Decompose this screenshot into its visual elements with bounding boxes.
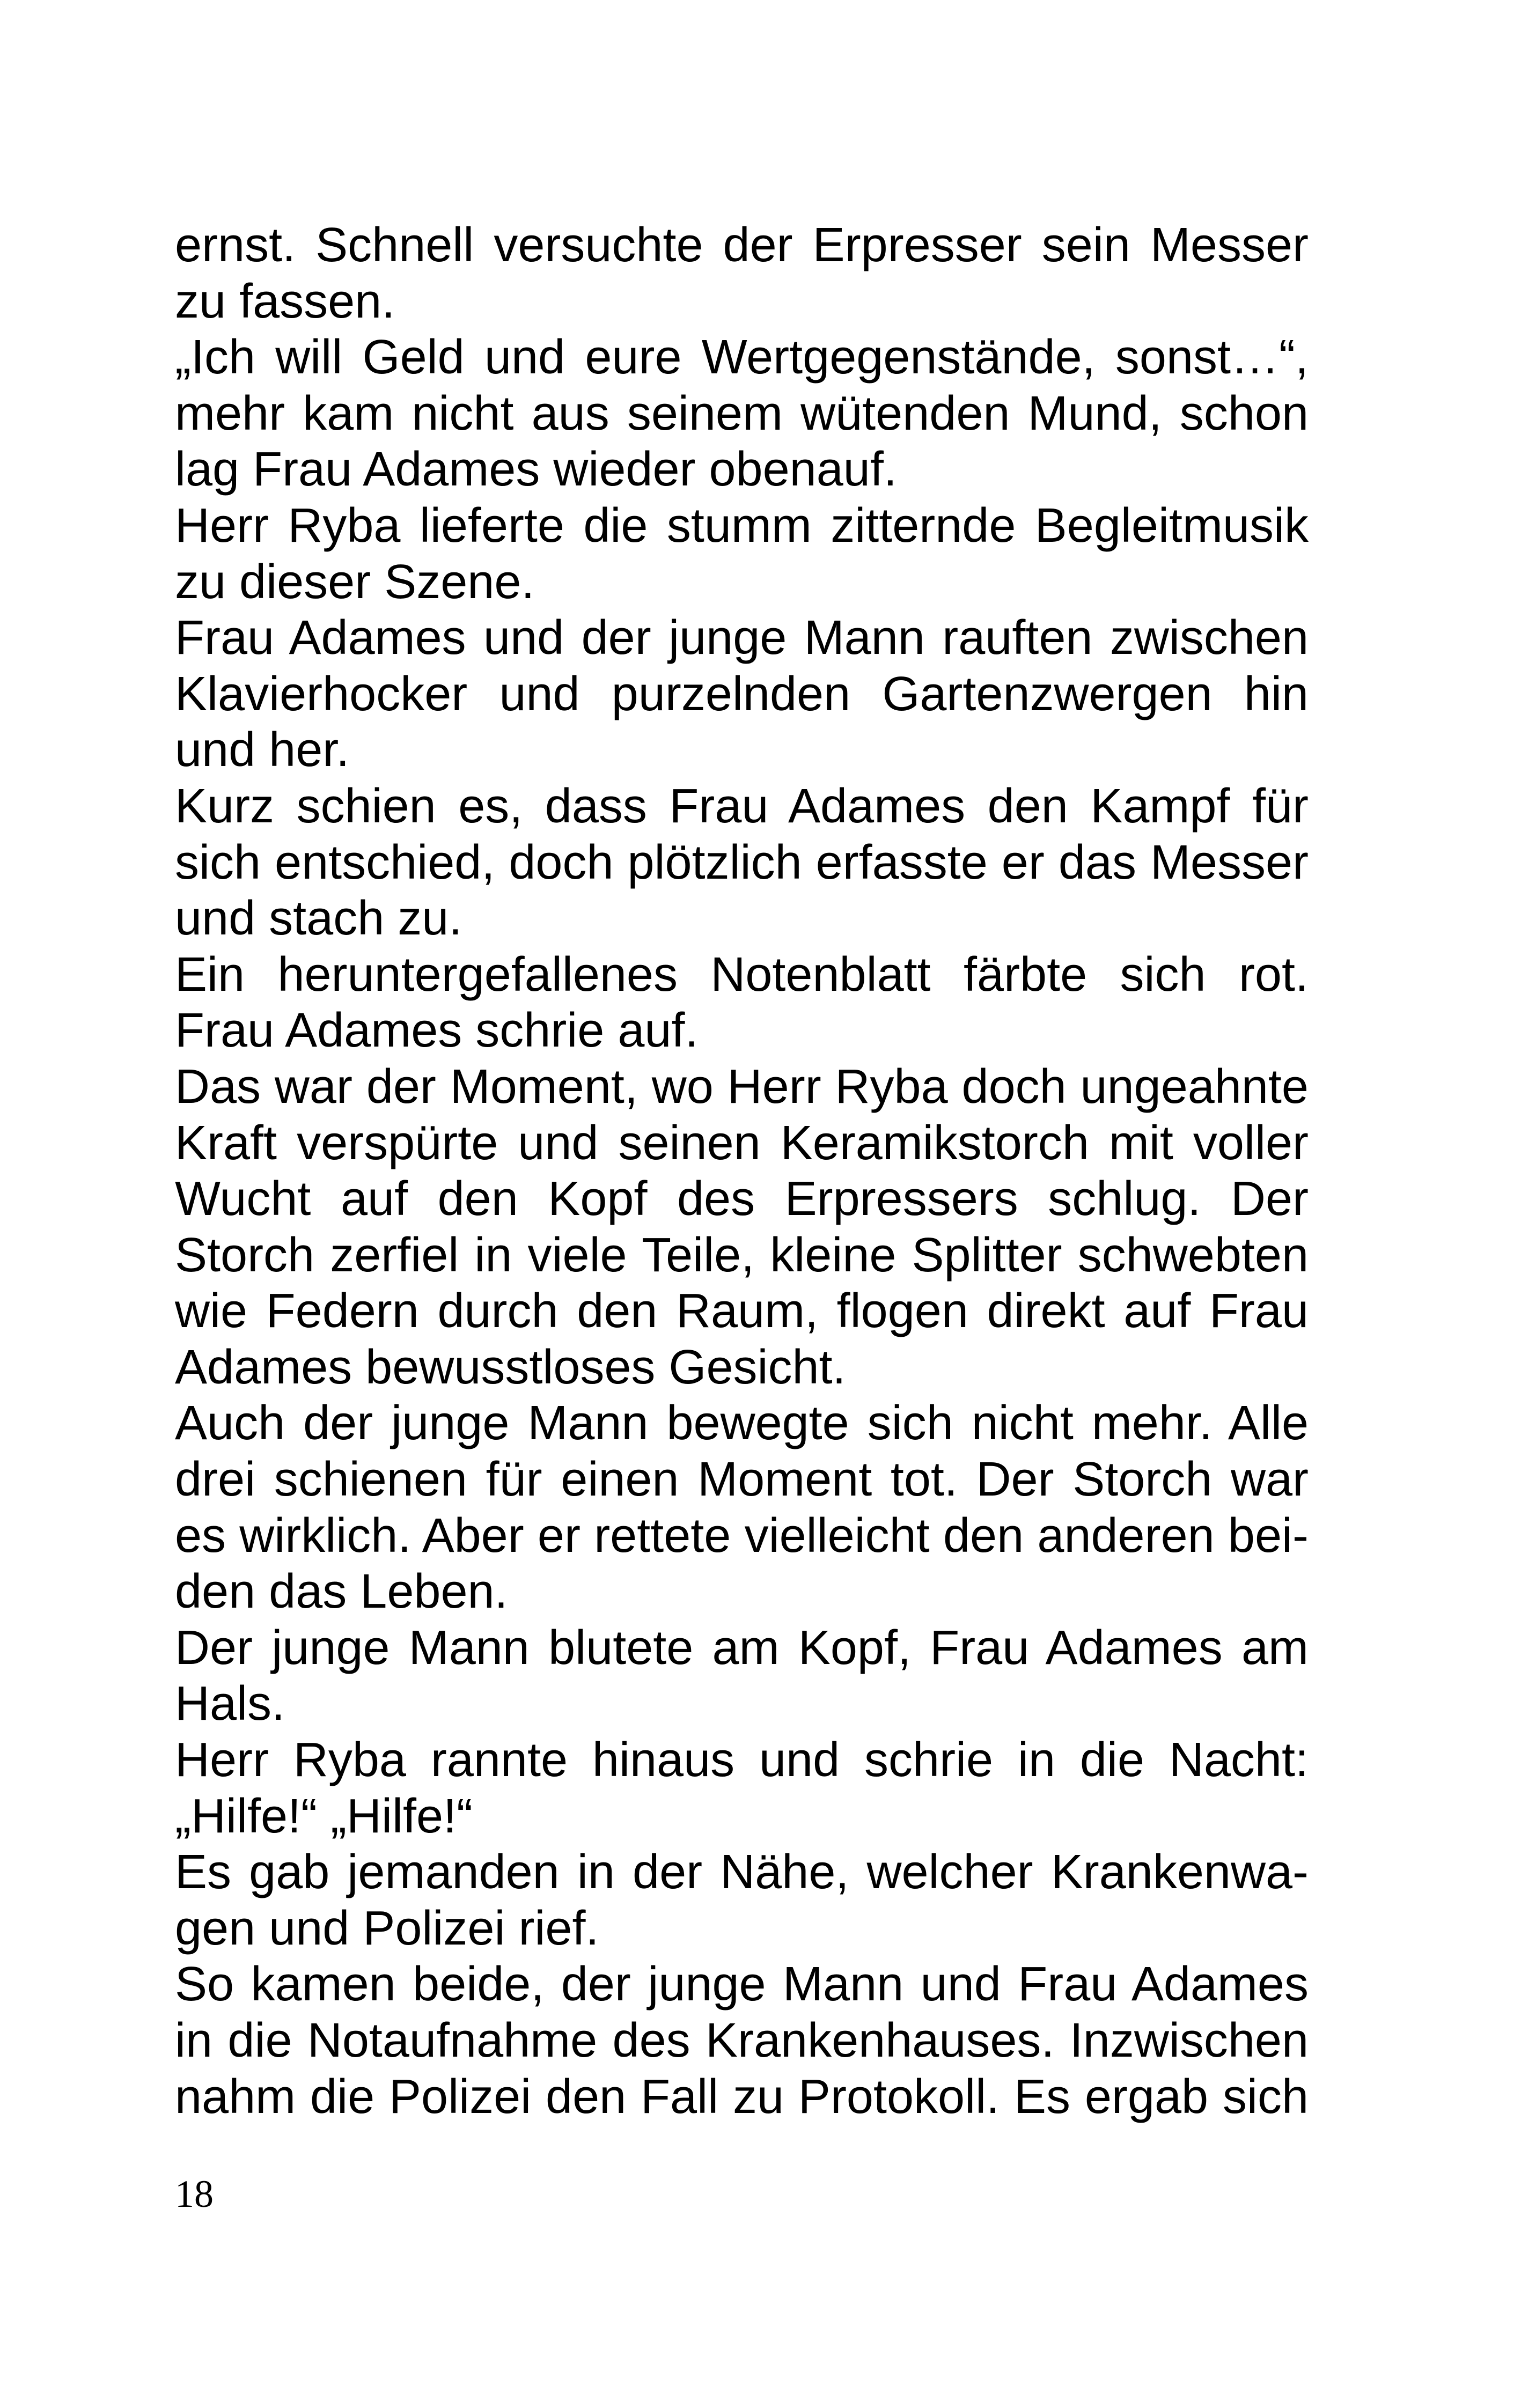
text-line: Wucht auf den Kopf des Erpressers schlug. Der (175, 1172, 1309, 1226)
text-line: gen und Polizei rief. (175, 1901, 599, 1955)
text-line: ernst. Schnell versuchte der Erpresser sein Messer (175, 218, 1309, 272)
text-line: wie Federn durch den Raum, flogen direkt auf Frau (175, 1284, 1309, 1338)
text-line: den das Leben. (175, 1565, 508, 1619)
page-number: 18 (175, 2173, 214, 2215)
body-text (175, 217, 1309, 2125)
text-line: sich entschied, doch plötzlich erfasste er das Messer (175, 835, 1309, 889)
text-line: Klavierhocker und purzelnden Gartenzwergen hin (175, 667, 1309, 721)
text-line: zu fassen. (175, 274, 395, 328)
text-line: nahm die Polizei den Fall zu Protokoll. Es ergab sich (175, 2070, 1309, 2124)
text-line: lag Frau Adames wieder obenauf. (175, 443, 897, 497)
text-line: Auch der junge Mann bewegte sich nicht mehr. Alle (175, 1396, 1309, 1450)
text-line: Kraft verspürte und seinen Keramikstorch mit voller (175, 1116, 1309, 1170)
text-line: zu dieser Szene. (175, 555, 535, 609)
text-line: So kamen beide, der junge Mann und Frau Adames (175, 1957, 1309, 2012)
text-line: Frau Adames und der junge Mann rauften zwischen (175, 611, 1309, 665)
text-line: Ein heruntergefallenes Notenblatt färbte sich rot. (175, 947, 1309, 1002)
text-line: Storch zerfiel in viele Teile, kleine Splitter schwebten (175, 1228, 1309, 1282)
text-line: drei schienen für einen Moment tot. Der Storch war (175, 1453, 1309, 1507)
text-line: Herr Ryba rannte hinaus und schrie in die Nacht: (175, 1733, 1309, 1787)
text-line: Kurz schien es, dass Frau Adames den Kampf für (175, 779, 1309, 833)
text-line: Es gab jemanden in der Nähe, welcher Krankenwa- (175, 1845, 1309, 1899)
text-line: und her. (175, 723, 350, 777)
text-line: Hals. (175, 1677, 285, 1731)
text-line: Herr Ryba lieferte die stumm zitternde Begleitmusik (175, 498, 1309, 553)
text-line: mehr kam nicht aus seinem wütenden Mund, schon (175, 386, 1309, 440)
text-line: Frau Adames schrie auf. (175, 1004, 699, 1058)
text-line: Adames bewusstloses Gesicht. (175, 1340, 846, 1394)
text-line: in die Notaufnahme des Krankenhauses. Inzwischen (175, 2014, 1309, 2067)
text-line: es wirklich. Aber er rettete vielleicht den anderen bei- (175, 1508, 1309, 1563)
text-line: „Hilfe!“ „Hilfe!“ (175, 1789, 473, 1843)
text-line: Der junge Mann blutete am Kopf, Frau Adames am (175, 1621, 1309, 1675)
text-line: und stach zu. (175, 892, 462, 946)
text-line: „Ich will Geld und eure Wertgegenstände, sonst…“, (175, 330, 1309, 385)
text-line: Das war der Moment, wo Herr Ryba doch ungeahnte (175, 1059, 1309, 1114)
